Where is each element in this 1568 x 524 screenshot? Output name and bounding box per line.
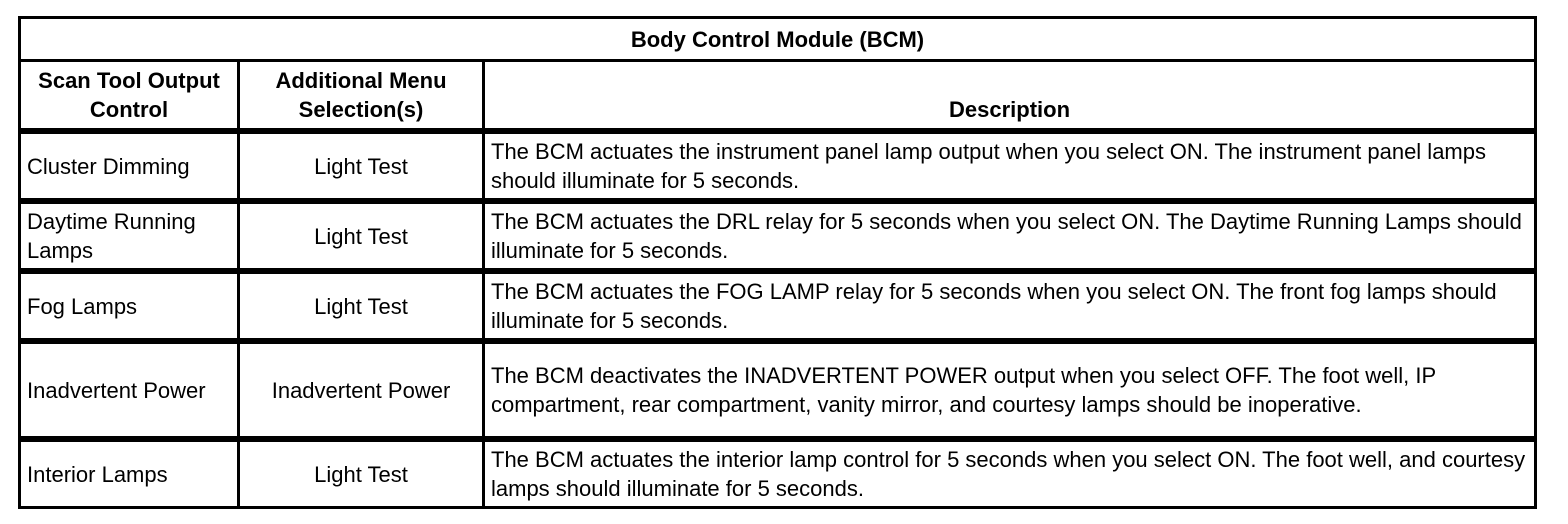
menu-selection-cell: Inadvertent Power <box>239 341 484 439</box>
table-row <box>20 341 1536 439</box>
output-control-cell: Cluster Dimming <box>20 131 239 201</box>
output-control-cell: Fog Lamps <box>20 271 239 341</box>
bcm-output-control-table <box>18 16 1537 509</box>
description-cell: The BCM actuates the FOG LAMP relay for 5 seconds when you select ON. The front fog lamps should illuminate for 5 seconds. <box>484 271 1536 341</box>
table-header-row <box>20 61 1536 132</box>
table-row <box>20 131 1536 201</box>
output-control-cell: Inadvertent Power <box>20 341 239 439</box>
menu-selection-cell: Light Test <box>239 131 484 201</box>
table-row <box>20 271 1536 341</box>
menu-selection-cell: Light Test <box>239 439 484 508</box>
output-control-cell: Interior Lamps <box>20 439 239 508</box>
table-row <box>20 201 1536 271</box>
table-title: Body Control Module (BCM) <box>20 18 1536 61</box>
table-title-row <box>20 18 1536 61</box>
output-control-cell: Daytime Running Lamps <box>20 201 239 271</box>
column-header-description: Description <box>484 61 1536 132</box>
description-cell: The BCM deactivates the INADVERTENT POWER output when you select OFF. The foot well, IP compartment, rear compartment, vanity mirror, and courtesy lamps should be inoperative. <box>484 341 1536 439</box>
description-cell: The BCM actuates the interior lamp control for 5 seconds when you select ON. The foot well, and courtesy lamps should illuminate for 5 seconds. <box>484 439 1536 508</box>
menu-selection-cell: Light Test <box>239 201 484 271</box>
column-header-additional-menu-selections: Additional Menu Selection(s) <box>239 61 484 132</box>
table-row <box>20 439 1536 508</box>
description-cell: The BCM actuates the DRL relay for 5 seconds when you select ON. The Daytime Running Lamps should illuminate for 5 seconds. <box>484 201 1536 271</box>
column-header-scan-tool-output-control: Scan Tool Output Control <box>20 61 239 132</box>
menu-selection-cell: Light Test <box>239 271 484 341</box>
description-cell: The BCM actuates the instrument panel lamp output when you select ON. The instrument panel lamps should illuminate for 5 seconds. <box>484 131 1536 201</box>
